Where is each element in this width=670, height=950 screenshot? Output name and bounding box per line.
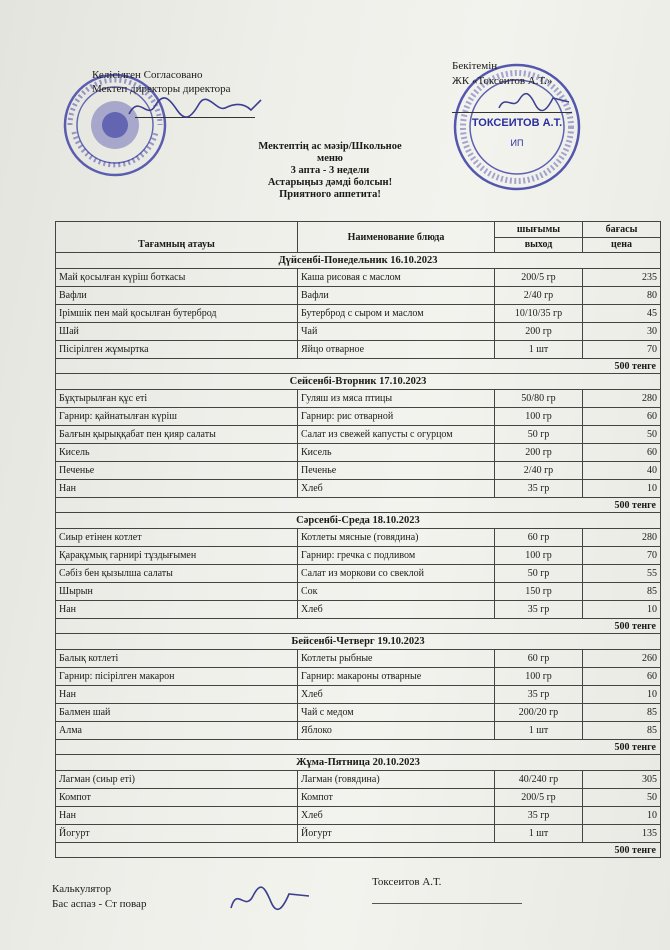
dish-price: 10 bbox=[583, 601, 661, 618]
header-dish-kz: Тағамның атауы bbox=[56, 222, 298, 252]
dish-name-ru: Сок bbox=[298, 583, 495, 600]
menu-table bbox=[55, 221, 661, 858]
table-row bbox=[56, 668, 661, 686]
dish-name-kz: Кисель bbox=[56, 444, 298, 461]
dish-name-kz: Балғын қырыққабат пен қияр салаты bbox=[56, 426, 298, 443]
dish-name-ru: Хлеб bbox=[298, 480, 495, 497]
heading-line-4: Приятного аппетита! bbox=[279, 189, 381, 200]
dish-name-kz: Алма bbox=[56, 722, 298, 739]
dish-output: 200 гр bbox=[495, 323, 583, 340]
day-total: 500 тенге bbox=[56, 498, 661, 513]
dish-name-ru: Вафли bbox=[298, 287, 495, 304]
dish-price: 30 bbox=[583, 323, 661, 340]
dish-price: 280 bbox=[583, 529, 661, 546]
header-dish-ru: Наименование блюда bbox=[298, 222, 495, 252]
stamp-name: ТОКСЕИТОВ А.Т. bbox=[471, 117, 563, 129]
table-row bbox=[56, 390, 661, 408]
dish-name-kz: Сәбіз бен қызылша салаты bbox=[56, 565, 298, 582]
header-price-ru: цена bbox=[583, 237, 660, 253]
dish-name-kz: Пісірілген жұмыртка bbox=[56, 341, 298, 358]
dish-name-kz: Сиыр етінен котлет bbox=[56, 529, 298, 546]
dish-name-kz: Гарнир: пісірілген макарон bbox=[56, 668, 298, 685]
dish-output: 1 шт bbox=[495, 825, 583, 842]
heading-line-2: 3 апта - 3 недели bbox=[290, 165, 370, 176]
day-title: Сейсенбі-Вторник 17.10.2023 bbox=[56, 374, 661, 390]
footer-chef: Бас аспаз - Ст повар bbox=[52, 898, 147, 910]
dish-output: 100 гр bbox=[495, 547, 583, 564]
dish-name-kz: Йогурт bbox=[56, 825, 298, 842]
table-row bbox=[56, 269, 661, 287]
dish-name-kz: Нан bbox=[56, 601, 298, 618]
table-row bbox=[56, 287, 661, 305]
dish-name-kz: Нан bbox=[56, 686, 298, 703]
dish-price: 60 bbox=[583, 668, 661, 685]
approval-right-title: Бекітемін bbox=[452, 60, 498, 72]
dish-name-ru: Компот bbox=[298, 789, 495, 806]
dish-price: 50 bbox=[583, 789, 661, 806]
dish-output: 2/40 гр bbox=[495, 287, 583, 304]
header-price bbox=[583, 222, 661, 252]
dish-output: 10/10/35 гр bbox=[495, 305, 583, 322]
dish-price: 10 bbox=[583, 686, 661, 703]
table-row bbox=[56, 601, 661, 619]
dish-name-ru: Яйцо отварное bbox=[298, 341, 495, 358]
table-row bbox=[56, 305, 661, 323]
table-row bbox=[56, 686, 661, 704]
dish-name-ru: Хлеб bbox=[298, 686, 495, 703]
dish-output: 35 гр bbox=[495, 807, 583, 824]
dish-name-ru: Хлеб bbox=[298, 807, 495, 824]
table-row bbox=[56, 408, 661, 426]
dish-price: 60 bbox=[583, 408, 661, 425]
dish-price: 85 bbox=[583, 722, 661, 739]
dish-price: 85 bbox=[583, 583, 661, 600]
dish-name-kz: Нан bbox=[56, 807, 298, 824]
dish-output: 35 гр bbox=[495, 686, 583, 703]
approval-left-role: Мектеп директоры директора bbox=[92, 83, 231, 95]
header-output-ru: выход bbox=[495, 237, 582, 253]
dish-price: 45 bbox=[583, 305, 661, 322]
dish-price: 280 bbox=[583, 390, 661, 407]
day-total: 500 тенге bbox=[56, 843, 661, 858]
dish-price: 10 bbox=[583, 807, 661, 824]
dish-name-ru: Гарнир: макароны отварные bbox=[298, 668, 495, 685]
director-signature bbox=[125, 90, 265, 125]
day-total: 500 тенге bbox=[56, 740, 661, 755]
dish-name-ru: Яблоко bbox=[298, 722, 495, 739]
chef-signature bbox=[225, 878, 315, 918]
dish-name-kz: Вафли bbox=[56, 287, 298, 304]
dish-name-ru: Каша рисовая с маслом bbox=[298, 269, 495, 286]
table-row bbox=[56, 771, 661, 789]
day-title: Дүйсенбі-Понедельник 16.10.2023 bbox=[56, 253, 661, 269]
approval-right-org: ЖК «Токсеитов А.Т.» bbox=[452, 75, 553, 87]
table-row bbox=[56, 444, 661, 462]
dish-output: 35 гр bbox=[495, 601, 583, 618]
dish-output: 100 гр bbox=[495, 408, 583, 425]
dish-name-kz: Қарақұмық гарнирі тұздығымен bbox=[56, 547, 298, 564]
dish-output: 40/240 гр bbox=[495, 771, 583, 788]
dish-name-ru: Кисель bbox=[298, 444, 495, 461]
dish-output: 100 гр bbox=[495, 668, 583, 685]
dish-name-kz: Балық котлеті bbox=[56, 650, 298, 667]
day-title: Бейсенбі-Четверг 19.10.2023 bbox=[56, 634, 661, 650]
table-row bbox=[56, 341, 661, 359]
dish-output: 50 гр bbox=[495, 426, 583, 443]
header-output bbox=[495, 222, 583, 252]
table-row bbox=[56, 825, 661, 843]
dish-name-ru: Печенье bbox=[298, 462, 495, 479]
table-row bbox=[56, 789, 661, 807]
dish-price: 260 bbox=[583, 650, 661, 667]
day-title: Сәрсенбі-Среда 18.10.2023 bbox=[56, 513, 661, 529]
dish-price: 135 bbox=[583, 825, 661, 842]
dish-name-kz: Печенье bbox=[56, 462, 298, 479]
dish-price: 55 bbox=[583, 565, 661, 582]
dish-output: 60 гр bbox=[495, 529, 583, 546]
dish-price: 60 bbox=[583, 444, 661, 461]
dish-output: 150 гр bbox=[495, 583, 583, 600]
table-row bbox=[56, 480, 661, 498]
footer-signatory: Токсеитов А.Т. bbox=[372, 876, 442, 888]
table-row bbox=[56, 704, 661, 722]
table-row bbox=[56, 547, 661, 565]
approval-left-title: Келісілген Согласовано bbox=[92, 69, 203, 81]
heading-line-1: Мектептің ас мәзір/Школьное меню bbox=[258, 141, 402, 164]
table-row bbox=[56, 323, 661, 341]
stamp-ip: ИП bbox=[510, 138, 524, 148]
table-row bbox=[56, 807, 661, 825]
dish-name-ru: Салат из моркови со свеклой bbox=[298, 565, 495, 582]
dish-price: 305 bbox=[583, 771, 661, 788]
table-row bbox=[56, 462, 661, 480]
dish-name-kz: Балмен шай bbox=[56, 704, 298, 721]
dish-output: 1 шт bbox=[495, 722, 583, 739]
dish-output: 60 гр bbox=[495, 650, 583, 667]
dish-name-kz: Нан bbox=[56, 480, 298, 497]
footer-calculator: Калькулятор bbox=[52, 883, 112, 895]
dish-name-kz: Лагман (сиыр еті) bbox=[56, 771, 298, 788]
table-row bbox=[56, 722, 661, 740]
dish-name-ru: Гуляш из мяса птицы bbox=[298, 390, 495, 407]
dish-name-ru: Салат из свежей капусты с огурцом bbox=[298, 426, 495, 443]
dish-output: 200 гр bbox=[495, 444, 583, 461]
dish-name-ru: Чай bbox=[298, 323, 495, 340]
table-header bbox=[56, 222, 661, 253]
dish-name-ru: Котлеты рыбные bbox=[298, 650, 495, 667]
dish-name-kz: Бұқтырылған құс еті bbox=[56, 390, 298, 407]
dish-name-kz: Ірімшік пен май қосылған бутерброд bbox=[56, 305, 298, 322]
dish-name-ru: Котлеты мясные (говядина) bbox=[298, 529, 495, 546]
dish-name-kz: Шырын bbox=[56, 583, 298, 600]
dish-name-kz: Гарнир: қайнатылған күріш bbox=[56, 408, 298, 425]
dish-output: 200/5 гр bbox=[495, 789, 583, 806]
dish-name-ru: Бутерброд с сыром и маслом bbox=[298, 305, 495, 322]
heading-line-3: Астарыңыз дәмді болсын! bbox=[267, 177, 393, 188]
dish-output: 1 шт bbox=[495, 341, 583, 358]
dish-price: 70 bbox=[583, 547, 661, 564]
header-output-kz: шығымы bbox=[516, 223, 561, 235]
day-title: Жұма-Пятница 20.10.2023 bbox=[56, 755, 661, 771]
dish-price: 80 bbox=[583, 287, 661, 304]
dish-output: 50/80 гр bbox=[495, 390, 583, 407]
day-total: 500 тенге bbox=[56, 619, 661, 634]
menu-heading bbox=[245, 141, 415, 201]
dish-name-ru: Чай с медом bbox=[298, 704, 495, 721]
dish-price: 10 bbox=[583, 480, 661, 497]
dish-name-kz: Компот bbox=[56, 789, 298, 806]
dish-output: 200/20 гр bbox=[495, 704, 583, 721]
dish-output: 2/40 гр bbox=[495, 462, 583, 479]
dish-output: 50 гр bbox=[495, 565, 583, 582]
dish-price: 235 bbox=[583, 269, 661, 286]
dish-name-ru: Йогурт bbox=[298, 825, 495, 842]
footer-signature-line bbox=[372, 903, 522, 904]
table-row bbox=[56, 529, 661, 547]
table-row bbox=[56, 426, 661, 444]
dish-name-ru: Лагман (говядина) bbox=[298, 771, 495, 788]
table-row bbox=[56, 650, 661, 668]
dish-price: 70 bbox=[583, 341, 661, 358]
days-container bbox=[56, 253, 661, 858]
table-row bbox=[56, 583, 661, 601]
dish-price: 50 bbox=[583, 426, 661, 443]
dish-price: 40 bbox=[583, 462, 661, 479]
dish-name-ru: Гарнир: рис отварной bbox=[298, 408, 495, 425]
header-price-kz: бағасы bbox=[605, 223, 638, 235]
approval-right-block bbox=[452, 59, 552, 89]
dish-output: 35 гр bbox=[495, 480, 583, 497]
dish-name-kz: Шай bbox=[56, 323, 298, 340]
dish-price: 85 bbox=[583, 704, 661, 721]
dish-output: 200/5 гр bbox=[495, 269, 583, 286]
entrepreneur-signature bbox=[495, 88, 575, 116]
dish-name-ru: Гарнир: гречка с подливом bbox=[298, 547, 495, 564]
dish-name-kz: Май қосылған күріш боткасы bbox=[56, 269, 298, 286]
footer-left bbox=[52, 882, 146, 912]
table-row bbox=[56, 565, 661, 583]
day-total: 500 тенге bbox=[56, 359, 661, 374]
dish-name-ru: Хлеб bbox=[298, 601, 495, 618]
